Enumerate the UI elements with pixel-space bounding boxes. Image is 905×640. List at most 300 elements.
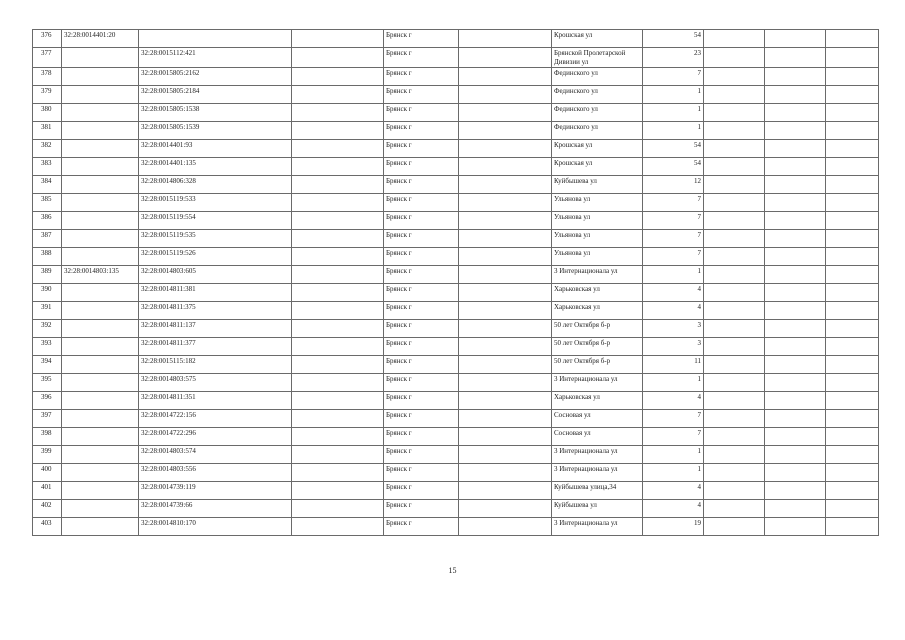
cadastral-number-b-cell: 32:28:0014811:381 bbox=[139, 284, 292, 302]
empty-cell bbox=[704, 320, 765, 338]
row-number-cell: 392 bbox=[33, 320, 62, 338]
table-row bbox=[33, 104, 879, 122]
empty-cell bbox=[826, 176, 879, 194]
empty-cell bbox=[704, 428, 765, 446]
cadastral-number-b-cell: 32:28:0014811:351 bbox=[139, 392, 292, 410]
empty-cell bbox=[459, 48, 552, 68]
empty-cell bbox=[292, 194, 384, 212]
empty-cell bbox=[765, 356, 826, 374]
empty-cell bbox=[704, 302, 765, 320]
table-row bbox=[33, 122, 879, 140]
table-row bbox=[33, 176, 879, 194]
document-sheet bbox=[32, 29, 878, 536]
empty-cell bbox=[765, 176, 826, 194]
row-number-cell: 395 bbox=[33, 374, 62, 392]
table-row bbox=[33, 338, 879, 356]
table-row bbox=[33, 140, 879, 158]
row-number-cell: 384 bbox=[33, 176, 62, 194]
row-number-cell: 381 bbox=[33, 122, 62, 140]
cadastral-number-b-cell: 32:28:0015112:421 bbox=[139, 48, 292, 68]
table-row bbox=[33, 500, 879, 518]
cadastral-number-a-cell bbox=[62, 500, 139, 518]
street-cell: Ульянова ул bbox=[552, 194, 643, 212]
cadastral-number-b-cell: 32:28:0014803:605 bbox=[139, 266, 292, 284]
empty-cell bbox=[826, 158, 879, 176]
row-number-cell: 376 bbox=[33, 30, 62, 48]
city-cell: Брянск г bbox=[384, 86, 459, 104]
city-cell: Брянск г bbox=[384, 48, 459, 68]
cadastral-number-b-cell: 32:28:0014739:66 bbox=[139, 500, 292, 518]
table-row bbox=[33, 446, 879, 464]
cadastral-number-a-cell bbox=[62, 122, 139, 140]
city-cell: Брянск г bbox=[384, 104, 459, 122]
row-number-cell: 394 bbox=[33, 356, 62, 374]
empty-cell bbox=[292, 158, 384, 176]
house-number-cell: 11 bbox=[643, 356, 704, 374]
empty-cell bbox=[459, 302, 552, 320]
empty-cell bbox=[292, 68, 384, 86]
city-cell: Брянск г bbox=[384, 68, 459, 86]
city-cell: Брянск г bbox=[384, 356, 459, 374]
street-cell: Крошская ул bbox=[552, 30, 643, 48]
house-number-cell: 7 bbox=[643, 410, 704, 428]
cadastral-number-b-cell: 32:28:0015119:535 bbox=[139, 230, 292, 248]
empty-cell bbox=[826, 302, 879, 320]
empty-cell bbox=[292, 446, 384, 464]
house-number-cell: 4 bbox=[643, 482, 704, 500]
empty-cell bbox=[459, 320, 552, 338]
city-cell: Брянск г bbox=[384, 428, 459, 446]
cadastral-number-a-cell bbox=[62, 428, 139, 446]
cadastral-number-a-cell bbox=[62, 248, 139, 266]
street-cell: Брянской Пролетарской Дивизии ул bbox=[552, 48, 643, 68]
cadastral-number-b-cell: 32:28:0014722:156 bbox=[139, 410, 292, 428]
empty-cell bbox=[704, 140, 765, 158]
empty-cell bbox=[704, 194, 765, 212]
row-number-cell: 400 bbox=[33, 464, 62, 482]
empty-cell bbox=[459, 104, 552, 122]
row-number-cell: 380 bbox=[33, 104, 62, 122]
empty-cell bbox=[704, 392, 765, 410]
row-number-cell: 390 bbox=[33, 284, 62, 302]
row-number-cell: 397 bbox=[33, 410, 62, 428]
empty-cell bbox=[292, 248, 384, 266]
street-cell: 50 лет Октября б-р bbox=[552, 338, 643, 356]
cadastral-number-a-cell bbox=[62, 374, 139, 392]
empty-cell bbox=[765, 446, 826, 464]
empty-cell bbox=[826, 374, 879, 392]
row-number-cell: 403 bbox=[33, 518, 62, 536]
empty-cell bbox=[704, 248, 765, 266]
cadastral-number-b-cell: 32:28:0015805:2184 bbox=[139, 86, 292, 104]
cadastral-number-a-cell bbox=[62, 194, 139, 212]
empty-cell bbox=[459, 230, 552, 248]
house-number-cell: 1 bbox=[643, 464, 704, 482]
cadastral-number-a-cell bbox=[62, 68, 139, 86]
cadastral-number-b-cell: 32:28:0015805:1539 bbox=[139, 122, 292, 140]
street-cell: Ульянова ул bbox=[552, 212, 643, 230]
empty-cell bbox=[292, 410, 384, 428]
row-number-cell: 387 bbox=[33, 230, 62, 248]
row-number-cell: 377 bbox=[33, 48, 62, 68]
house-number-cell: 54 bbox=[643, 140, 704, 158]
cadastral-number-a-cell bbox=[62, 158, 139, 176]
empty-cell bbox=[704, 338, 765, 356]
table-row bbox=[33, 302, 879, 320]
empty-cell bbox=[704, 30, 765, 48]
cadastral-number-b-cell: 32:28:0015805:2162 bbox=[139, 68, 292, 86]
empty-cell bbox=[292, 374, 384, 392]
empty-cell bbox=[765, 518, 826, 536]
cadastral-number-a-cell bbox=[62, 320, 139, 338]
cadastral-number-b-cell: 32:28:0014810:170 bbox=[139, 518, 292, 536]
house-number-cell: 7 bbox=[643, 248, 704, 266]
house-number-cell: 1 bbox=[643, 122, 704, 140]
cadastral-number-b-cell: 32:28:0014722:296 bbox=[139, 428, 292, 446]
empty-cell bbox=[765, 500, 826, 518]
street-cell: Харьковская ул bbox=[552, 392, 643, 410]
empty-cell bbox=[292, 392, 384, 410]
cadastral-number-b-cell: 32:28:0014811:137 bbox=[139, 320, 292, 338]
house-number-cell: 12 bbox=[643, 176, 704, 194]
city-cell: Брянск г bbox=[384, 122, 459, 140]
street-cell: Фединского ул bbox=[552, 86, 643, 104]
street-cell: Ульянова ул bbox=[552, 230, 643, 248]
table-row bbox=[33, 158, 879, 176]
table-row bbox=[33, 266, 879, 284]
empty-cell bbox=[292, 140, 384, 158]
city-cell: Брянск г bbox=[384, 194, 459, 212]
table-row bbox=[33, 86, 879, 104]
street-cell: 3 Интернационала ул bbox=[552, 518, 643, 536]
table-row bbox=[33, 230, 879, 248]
house-number-cell: 7 bbox=[643, 212, 704, 230]
cadastral-number-b-cell: 32:28:0015119:554 bbox=[139, 212, 292, 230]
empty-cell bbox=[292, 48, 384, 68]
street-cell: Харьковская ул bbox=[552, 302, 643, 320]
empty-cell bbox=[765, 392, 826, 410]
empty-cell bbox=[292, 266, 384, 284]
empty-cell bbox=[765, 320, 826, 338]
cadastral-number-a-cell bbox=[62, 482, 139, 500]
empty-cell bbox=[765, 374, 826, 392]
table-row bbox=[33, 518, 879, 536]
street-cell: 50 лет Октября б-р bbox=[552, 356, 643, 374]
city-cell: Брянск г bbox=[384, 464, 459, 482]
empty-cell bbox=[459, 482, 552, 500]
house-number-cell: 7 bbox=[643, 428, 704, 446]
cadastral-number-a-cell bbox=[62, 86, 139, 104]
house-number-cell: 7 bbox=[643, 68, 704, 86]
city-cell: Брянск г bbox=[384, 374, 459, 392]
table-row bbox=[33, 30, 879, 48]
empty-cell bbox=[704, 356, 765, 374]
table-row bbox=[33, 374, 879, 392]
table-row bbox=[33, 194, 879, 212]
table-row bbox=[33, 68, 879, 86]
cadastral-number-b-cell: 32:28:0014811:377 bbox=[139, 338, 292, 356]
empty-cell bbox=[704, 284, 765, 302]
street-cell: Фединского ул bbox=[552, 68, 643, 86]
empty-cell bbox=[765, 104, 826, 122]
empty-cell bbox=[704, 500, 765, 518]
house-number-cell: 4 bbox=[643, 302, 704, 320]
empty-cell bbox=[826, 48, 879, 68]
row-number-cell: 399 bbox=[33, 446, 62, 464]
city-cell: Брянск г bbox=[384, 518, 459, 536]
street-cell: 3 Интернационала ул bbox=[552, 464, 643, 482]
empty-cell bbox=[826, 212, 879, 230]
row-number-cell: 402 bbox=[33, 500, 62, 518]
street-cell: 50 лет Октября б-р bbox=[552, 320, 643, 338]
empty-cell bbox=[459, 284, 552, 302]
row-number-cell: 383 bbox=[33, 158, 62, 176]
cadastral-number-a-cell bbox=[62, 284, 139, 302]
street-cell: Куйбышева ул bbox=[552, 500, 643, 518]
empty-cell bbox=[826, 284, 879, 302]
table-row bbox=[33, 284, 879, 302]
row-number-cell: 386 bbox=[33, 212, 62, 230]
house-number-cell: 4 bbox=[643, 284, 704, 302]
cadastral-number-a-cell bbox=[62, 230, 139, 248]
row-number-cell: 388 bbox=[33, 248, 62, 266]
empty-cell bbox=[704, 266, 765, 284]
empty-cell bbox=[459, 518, 552, 536]
empty-cell bbox=[765, 194, 826, 212]
city-cell: Брянск г bbox=[384, 140, 459, 158]
city-cell: Брянск г bbox=[384, 248, 459, 266]
empty-cell bbox=[765, 338, 826, 356]
empty-cell bbox=[826, 122, 879, 140]
city-cell: Брянск г bbox=[384, 30, 459, 48]
empty-cell bbox=[704, 230, 765, 248]
empty-cell bbox=[292, 482, 384, 500]
empty-cell bbox=[292, 284, 384, 302]
empty-cell bbox=[826, 230, 879, 248]
empty-cell bbox=[826, 140, 879, 158]
row-number-cell: 401 bbox=[33, 482, 62, 500]
street-cell: Сосновая ул bbox=[552, 410, 643, 428]
table-row bbox=[33, 248, 879, 266]
row-number-cell: 391 bbox=[33, 302, 62, 320]
empty-cell bbox=[292, 104, 384, 122]
empty-cell bbox=[826, 338, 879, 356]
empty-cell bbox=[459, 392, 552, 410]
city-cell: Брянск г bbox=[384, 392, 459, 410]
empty-cell bbox=[459, 338, 552, 356]
empty-cell bbox=[765, 68, 826, 86]
house-number-cell: 1 bbox=[643, 266, 704, 284]
empty-cell bbox=[704, 518, 765, 536]
empty-cell bbox=[765, 48, 826, 68]
street-cell: Фединского ул bbox=[552, 122, 643, 140]
cadastral-number-a-cell bbox=[62, 176, 139, 194]
table-row bbox=[33, 356, 879, 374]
city-cell: Брянск г bbox=[384, 482, 459, 500]
empty-cell bbox=[292, 518, 384, 536]
cadastral-number-a-cell bbox=[62, 212, 139, 230]
empty-cell bbox=[826, 410, 879, 428]
empty-cell bbox=[459, 446, 552, 464]
street-cell: Харьковская ул bbox=[552, 284, 643, 302]
empty-cell bbox=[292, 320, 384, 338]
empty-cell bbox=[459, 356, 552, 374]
house-number-cell: 4 bbox=[643, 500, 704, 518]
empty-cell bbox=[459, 500, 552, 518]
city-cell: Брянск г bbox=[384, 500, 459, 518]
cadastral-number-b-cell: 32:28:0015115:182 bbox=[139, 356, 292, 374]
empty-cell bbox=[765, 464, 826, 482]
row-number-cell: 393 bbox=[33, 338, 62, 356]
empty-cell bbox=[704, 446, 765, 464]
empty-cell bbox=[459, 140, 552, 158]
street-cell: Крошская ул bbox=[552, 140, 643, 158]
cadastral-number-a-cell bbox=[62, 392, 139, 410]
empty-cell bbox=[704, 158, 765, 176]
empty-cell bbox=[826, 446, 879, 464]
empty-cell bbox=[704, 176, 765, 194]
empty-cell bbox=[292, 212, 384, 230]
city-cell: Брянск г bbox=[384, 284, 459, 302]
registry-body bbox=[33, 30, 879, 536]
row-number-cell: 396 bbox=[33, 392, 62, 410]
empty-cell bbox=[704, 86, 765, 104]
empty-cell bbox=[826, 356, 879, 374]
house-number-cell: 23 bbox=[643, 48, 704, 68]
table-row bbox=[33, 212, 879, 230]
street-cell: 3 Интернационала ул bbox=[552, 446, 643, 464]
empty-cell bbox=[765, 248, 826, 266]
empty-cell bbox=[459, 30, 552, 48]
empty-cell bbox=[826, 194, 879, 212]
cadastral-number-b-cell: 32:28:0014803:556 bbox=[139, 464, 292, 482]
empty-cell bbox=[704, 68, 765, 86]
row-number-cell: 385 bbox=[33, 194, 62, 212]
city-cell: Брянск г bbox=[384, 338, 459, 356]
empty-cell bbox=[765, 140, 826, 158]
empty-cell bbox=[704, 410, 765, 428]
house-number-cell: 3 bbox=[643, 320, 704, 338]
city-cell: Брянск г bbox=[384, 212, 459, 230]
row-number-cell: 378 bbox=[33, 68, 62, 86]
empty-cell bbox=[292, 30, 384, 48]
row-number-cell: 379 bbox=[33, 86, 62, 104]
empty-cell bbox=[459, 176, 552, 194]
cadastral-number-b-cell: 32:28:0015805:1538 bbox=[139, 104, 292, 122]
house-number-cell: 1 bbox=[643, 104, 704, 122]
cadastral-number-a-cell bbox=[62, 464, 139, 482]
empty-cell bbox=[292, 356, 384, 374]
city-cell: Брянск г bbox=[384, 266, 459, 284]
cadastral-number-b-cell: 32:28:0015119:533 bbox=[139, 194, 292, 212]
empty-cell bbox=[459, 410, 552, 428]
empty-cell bbox=[765, 428, 826, 446]
empty-cell bbox=[704, 104, 765, 122]
empty-cell bbox=[826, 86, 879, 104]
city-cell: Брянск г bbox=[384, 176, 459, 194]
city-cell: Брянск г bbox=[384, 302, 459, 320]
cadastral-number-a-cell bbox=[62, 140, 139, 158]
empty-cell bbox=[292, 230, 384, 248]
table-row bbox=[33, 392, 879, 410]
empty-cell bbox=[292, 500, 384, 518]
street-cell: 3 Интернационала ул bbox=[552, 374, 643, 392]
empty-cell bbox=[459, 86, 552, 104]
house-number-cell: 7 bbox=[643, 194, 704, 212]
registry-table bbox=[32, 29, 879, 536]
empty-cell bbox=[292, 302, 384, 320]
cadastral-number-b-cell: 32:28:0015119:526 bbox=[139, 248, 292, 266]
house-number-cell: 3 bbox=[643, 338, 704, 356]
row-number-cell: 389 bbox=[33, 266, 62, 284]
table-row bbox=[33, 410, 879, 428]
empty-cell bbox=[704, 464, 765, 482]
city-cell: Брянск г bbox=[384, 410, 459, 428]
street-cell: Куйбышева улица,34 bbox=[552, 482, 643, 500]
cadastral-number-a-cell bbox=[62, 446, 139, 464]
empty-cell bbox=[459, 194, 552, 212]
empty-cell bbox=[826, 482, 879, 500]
empty-cell bbox=[292, 464, 384, 482]
house-number-cell: 1 bbox=[643, 446, 704, 464]
house-number-cell: 4 bbox=[643, 392, 704, 410]
empty-cell bbox=[765, 86, 826, 104]
empty-cell bbox=[765, 30, 826, 48]
cadastral-number-a-cell bbox=[62, 518, 139, 536]
empty-cell bbox=[826, 30, 879, 48]
table-row bbox=[33, 464, 879, 482]
house-number-cell: 1 bbox=[643, 86, 704, 104]
empty-cell bbox=[765, 302, 826, 320]
table-row bbox=[33, 320, 879, 338]
empty-cell bbox=[704, 122, 765, 140]
city-cell: Брянск г bbox=[384, 320, 459, 338]
empty-cell bbox=[826, 320, 879, 338]
empty-cell bbox=[765, 266, 826, 284]
house-number-cell: 19 bbox=[643, 518, 704, 536]
empty-cell bbox=[765, 212, 826, 230]
empty-cell bbox=[704, 48, 765, 68]
cadastral-number-b-cell: 32:28:0014401:93 bbox=[139, 140, 292, 158]
empty-cell bbox=[459, 374, 552, 392]
empty-cell bbox=[826, 104, 879, 122]
cadastral-number-b-cell: 32:28:0014739:119 bbox=[139, 482, 292, 500]
cadastral-number-b-cell: 32:28:0014806:328 bbox=[139, 176, 292, 194]
empty-cell bbox=[765, 122, 826, 140]
cadastral-number-a-cell bbox=[62, 338, 139, 356]
empty-cell bbox=[459, 122, 552, 140]
table-row bbox=[33, 48, 879, 68]
empty-cell bbox=[765, 410, 826, 428]
house-number-cell: 54 bbox=[643, 158, 704, 176]
empty-cell bbox=[826, 500, 879, 518]
empty-cell bbox=[704, 212, 765, 230]
cadastral-number-b-cell bbox=[139, 30, 292, 48]
street-cell: Крошская ул bbox=[552, 158, 643, 176]
empty-cell bbox=[765, 482, 826, 500]
empty-cell bbox=[826, 464, 879, 482]
empty-cell bbox=[826, 392, 879, 410]
empty-cell bbox=[459, 428, 552, 446]
cadastral-number-b-cell: 32:28:0014401:135 bbox=[139, 158, 292, 176]
table-row bbox=[33, 482, 879, 500]
city-cell: Брянск г bbox=[384, 446, 459, 464]
row-number-cell: 398 bbox=[33, 428, 62, 446]
cadastral-number-b-cell: 32:28:0014803:574 bbox=[139, 446, 292, 464]
empty-cell bbox=[459, 212, 552, 230]
cadastral-number-b-cell: 32:28:0014811:375 bbox=[139, 302, 292, 320]
empty-cell bbox=[292, 428, 384, 446]
